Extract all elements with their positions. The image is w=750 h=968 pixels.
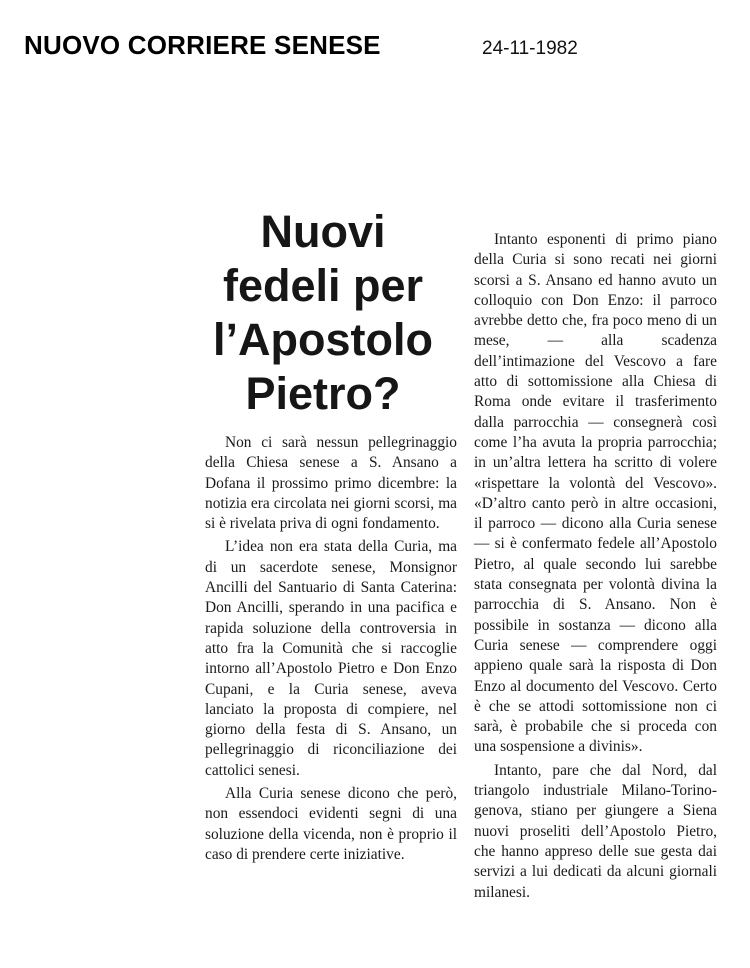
publication-date: 24-11-1982	[482, 38, 578, 59]
article-right-column	[474, 230, 717, 903]
article-headline	[188, 205, 458, 421]
headline-line: Pietro?	[245, 368, 401, 419]
headline-line: l’Apostolo	[213, 314, 433, 365]
article-paragraph: Intanto, pare che dal Nord, dal triangolo industriale Milano-Torino-genova, stiano per giungere a Siena nuovi proseliti dell’Apostolo Pietro, che hanno appreso delle sue gesta dai servizi a lui dedicati da alcuni giornali milanesi.	[474, 761, 717, 901]
article-paragraph: Intanto esponenti di primo piano della Curia si sono recati nei giorni scorsi a S. Ansano ed hanno avuto un colloquio con Don Enzo: il parroco avrebbe detto che, fra poco meno di un mese, — alla scadenza dell’intimazione del Vescovo a fare atto di sottomissione alla Chiesa di Roma onde evitare il trasferimento dalla parrocchia — consegnerà così come l’ha avuta la propria parrocchia; in un’altra lettera ha scritto di volere «rispettare la volontà del Vescovo». «D’altro canto però in altre occasioni, il parroco — dicono alla Curia senese — si è confermato fedele all’Apostolo Pietro, al quale secondo lui sarebbe stata consegnata per volontà divina la parrocchia di S. Ansano. Non è possibile in sostanza — dicono alla Curia senese — comprendere oggi appieno quale sarà la risposta di Don Enzo al documento del Vescovo. Certo è che se attodi sottomissione non ci sarà, è probabile che si proceda con una sospensione a divinis».	[474, 231, 717, 756]
article-left-column	[205, 433, 457, 865]
headline-line: Nuovi	[260, 206, 386, 257]
article-paragraph: L’idea non era stata della Curia, ma di un sacerdote senese, Monsignor Ancilli del Santuario di Santa Caterina: Don Ancilli, sperando in una pacifica e rapida soluzione della controversia in atto fra la Comunità che si raccoglie intorno all’Apostolo Pietro e Don Enzo Cupani, e la Curia senese, aveva lanciato la proposta di compiere, nel giorno della festa di S. Ansano, un pellegrinaggio di riconciliazione dei cattolici senesi.	[205, 538, 457, 779]
article-paragraph: Non ci sarà nessun pellegrinaggio della Chiesa senese a S. Ansano a Dofana il prossimo primo dicembre: la notizia era circolata nei giorni scorsi, ma si è rivelata priva di ogni fondamento.	[205, 434, 457, 533]
headline-line: fedeli per	[222, 260, 424, 311]
article-paragraph: Alla Curia senese dicono che però, non essendoci evidenti segni di una soluzione della vicenda, non è proprio il caso di prendere certe iniziative.	[205, 785, 457, 863]
newspaper-masthead: NUOVO CORRIERE SENESE	[24, 30, 381, 60]
